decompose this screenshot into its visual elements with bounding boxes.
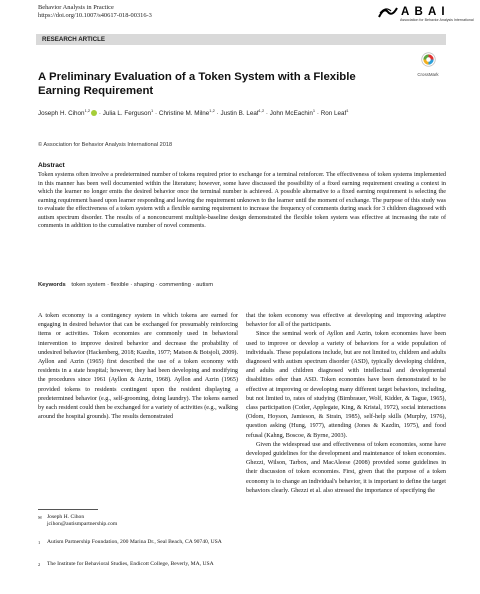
- author-affiliation-marker: 1,2: [209, 108, 215, 113]
- crossmark-icon: [421, 52, 436, 67]
- affiliation-text: The Institute for Behavioral Studies, Endicott College, Beverly, MA, USA: [47, 561, 214, 567]
- journal-header: [38, 4, 152, 20]
- author-list: Joseph H. Cihon$^{1,2}$ · Julia L. Ferguson$^1$ · Christine M. Milne$^{1,2}$ · Justin B. Leaf$^{1,2}$ · John McEachin$^1$ · Ron Leaf$^1$: [38, 108, 349, 118]
- keywords-label: Keywords: [38, 282, 66, 288]
- crossmark-label: CrossMark: [417, 72, 439, 77]
- body-right-column: [246, 312, 446, 496]
- copyright-notice: © Association for Behavior Analysis International 2018: [38, 142, 173, 148]
- crossmark-badge[interactable]: [410, 52, 446, 77]
- author-name[interactable]: Justin B. Leaf: [220, 110, 259, 118]
- affiliation-marker: 1: [38, 540, 41, 545]
- author-name[interactable]: John McEachin: [269, 110, 313, 118]
- affiliation-text: Autism Partnership Foundation, 200 Marina Dr., Seal Beach, CA 90740, USA: [47, 539, 222, 545]
- orcid-icon[interactable]: [91, 110, 97, 116]
- logo-text: A B A I: [401, 6, 446, 18]
- logo-subtext: Association for Behavior Analysis International: [400, 18, 474, 22]
- abstract-text: Token systems often involve a predetermined number of tokens required prior to exchange for a terminal reinforcer. The effectiveness of token systems implemented in this manner has been well documented within the literature; however, some have discussed the possibility of a fixed earning requirement creating a context in which the learner no longer emits the desired behavior once the terminal number is achieved. A possible alternative to a fixed earning requirement is selecting the earning requirement based upon learner responding and leaving the requirement unknown to the learner until the moment of exchange. The purpose of this study was to evaluate the effectiveness of a token system with a flexible earning requirement to increase the frequency of comments during snack for 3 children diagnosed with autism spectrum disorder. The results of a nonconcurrent multiple-baseline design demonstrated the flexible token system was effective at increasing the rate of comments in addition to the cumulative number of novel comments.: [38, 172, 446, 230]
- author-affiliation-marker: 1,2: [258, 108, 265, 113]
- author-affiliation-marker: 1: [346, 108, 349, 113]
- keywords-list: token system · flexible · shaping · commenting · autism: [71, 282, 214, 288]
- correspondence-footnote: [38, 514, 238, 528]
- journal-name: Behavior Analysis in Practice: [38, 4, 114, 11]
- author-affiliation-marker: 1,2: [84, 108, 91, 113]
- article-title: A Preliminary Evaluation of a Token System with a Flexible Earning Requirement: [38, 71, 356, 97]
- abai-logo-icon: [378, 7, 398, 18]
- envelope-icon: ✉: [38, 515, 42, 520]
- author-affiliation-marker: 1: [312, 108, 316, 113]
- keywords: [38, 282, 213, 288]
- affiliation-marker: 2: [38, 562, 41, 567]
- article-type-bar: RESEARCH ARTICLE: [36, 34, 446, 45]
- correspondence-email[interactable]: jcihon@autismpartnership.com: [47, 521, 118, 527]
- author-name[interactable]: Joseph H. Cihon: [38, 110, 85, 118]
- publisher-logo: [378, 6, 474, 22]
- author-affiliation-marker: 1: [151, 108, 154, 113]
- author-name[interactable]: Christine M. Milne: [158, 110, 210, 118]
- correspondence-name: Joseph H. Cihon: [47, 514, 85, 520]
- affiliation-footnote: [38, 561, 238, 568]
- body-paragraph: Since the seminal work of Ayllon and Azrin, token economies have been used to improve or develop a variety of behaviors for a wide population of individuals. These populations include, but are not limited to, children and adults diagnosed with autism spectrum disorder (ASD), typically developing children, and adults and children diagnosed with intellectual and developmental disabilities other than ASD. Token economies have been demonstrated to be effective at improving or developing many different target behaviors, including, but not limited to, rates of studying (Birnbrauer, Wolf, Kidder, & Tague, 1965), class participation (Cotler, Applegate, King, & Kristal, 1972), social interactions (Odom, Hoyson, Jamieson, & Strain, 1985), self-help skills (Murphy, 1976), question asking (Hung, 1977), attending (Jones & Kazdin, 1975), and food refusal (Kahng, Boscoe, & Byrne, 2003).: [246, 331, 446, 439]
- body-paragraph: that the token economy was effective at developing and improving adaptive behavior for all of the participants.: [246, 313, 446, 329]
- author-name[interactable]: Ron Leaf: [320, 110, 347, 118]
- abstract-heading: Abstract: [38, 162, 65, 169]
- footnote-rule: [38, 509, 98, 510]
- doi-link[interactable]: https://doi.org/10.1007/s40617-018-00316-3: [38, 12, 152, 19]
- body-left-column: [38, 312, 238, 422]
- affiliation-footnote: [38, 539, 238, 546]
- author-name[interactable]: Julia L. Ferguson: [102, 110, 152, 118]
- body-paragraph: Given the widespread use and effectiveness of token economies, some have developed guidelines for the development and maintenance of token economies. Ghezzi, Wilson, Tarbox, and MacAleese (2008) provided some guidelines in their discussion of token economies. First, given that the purpose of a token economy is to change an individual's behavior, it is important to define the target behaviors clearly. Ghezzi et al. also stressed the importance of specifying the: [246, 441, 446, 494]
- body-paragraph: A token economy is a contingency system in which tokens are earned for engaging in desired behavior that can be exchanged for presumably reinforcing items or activities. Token economies are commonly used in behavioral intervention to improve desired behavior and decrease the probability of undesired behavior (Hackenberg, 2018; Kazdin, 1977; Matson & Boisjoli, 2009). Ayllon and Azrin (1965) first described the use of a token economy with residents in a state hospital; however, they had been developing and modifying the procedures since 1961 (Ayllon & Azrin, 1968). Ayllon and Azrin (1965) provided tokens to residents contingent upon the resident displaying a predetermined behavior (e.g., self-grooming, doing laundry). The tokens earned by each resident could then be exchanged for a variety of activities (e.g., walking around the hospital grounds). The results demonstrated: [38, 313, 238, 421]
